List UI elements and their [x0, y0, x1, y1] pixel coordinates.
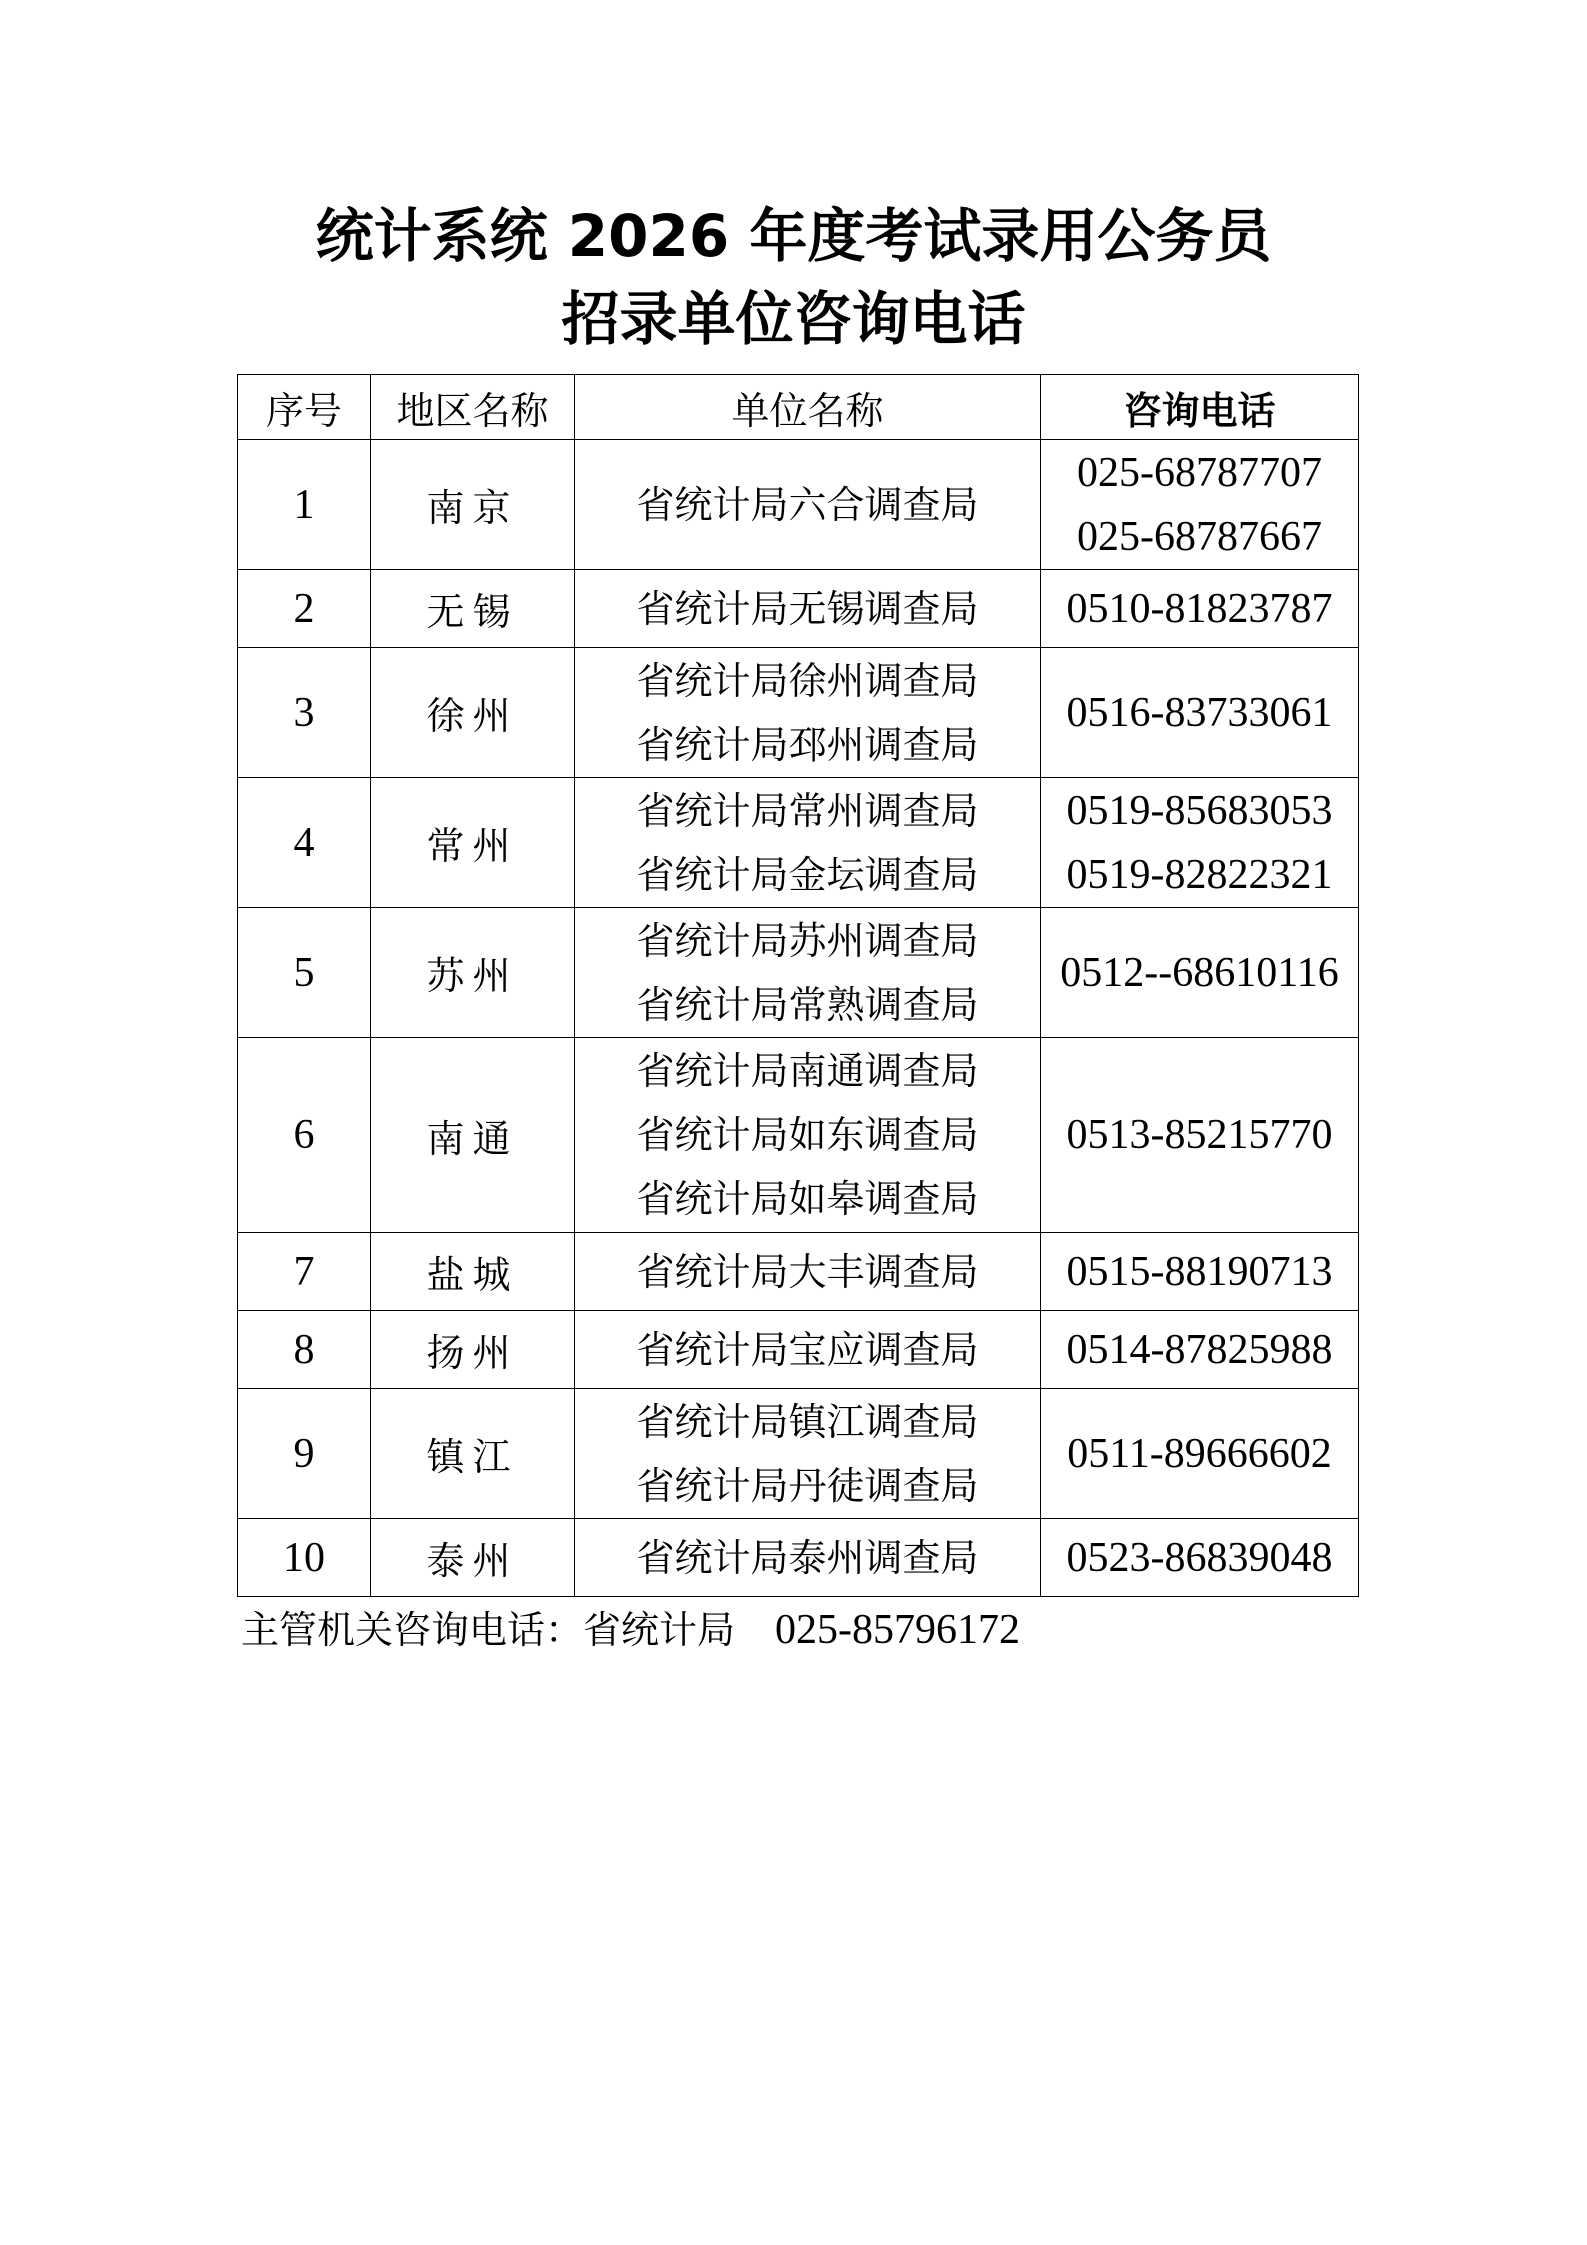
table-row — [238, 1038, 1359, 1233]
table-header-row — [238, 375, 1359, 440]
row-units — [575, 1038, 1041, 1233]
row-index: 5 — [238, 908, 371, 1038]
row-index: 8 — [238, 1311, 371, 1389]
row-units — [575, 1311, 1041, 1389]
phone-number: 025-68787667 — [1077, 513, 1322, 560]
phone-number: 0510-81823787 — [1066, 585, 1333, 632]
unit-name: 省统计局南通调查局 — [636, 1049, 979, 1093]
row-region: 扬州 — [371, 1311, 575, 1389]
row-region: 徐州 — [371, 648, 575, 778]
unit-name: 省统计局镇江调查局 — [636, 1399, 979, 1444]
row-phones — [1041, 1038, 1359, 1233]
row-index: 7 — [238, 1233, 371, 1311]
row-units — [575, 570, 1041, 648]
row-phones — [1041, 778, 1359, 908]
header-phone: 咨询电话 — [1041, 375, 1359, 440]
unit-name: 省统计局大丰调查局 — [636, 1249, 979, 1294]
unit-name: 省统计局宝应调查局 — [636, 1327, 979, 1372]
row-region: 南京 — [371, 440, 575, 570]
table-row — [238, 440, 1359, 570]
phone-number: 0513-85215770 — [1066, 1112, 1333, 1158]
row-phones — [1041, 908, 1359, 1038]
unit-name: 省统计局苏州调查局 — [636, 918, 979, 963]
footer-note — [241, 1600, 1020, 1660]
phone-number: 0511-89666602 — [1067, 1430, 1332, 1477]
row-index: 10 — [238, 1519, 371, 1597]
contacts-table — [237, 374, 1359, 1597]
phone-number: 0515-88190713 — [1066, 1248, 1333, 1295]
table-row — [238, 1311, 1359, 1389]
row-units — [575, 440, 1041, 570]
unit-name: 省统计局泰州调查局 — [636, 1535, 979, 1580]
footer-phone: 025-85796172 — [775, 1607, 1021, 1653]
phone-number: 0523-86839048 — [1066, 1534, 1333, 1581]
unit-name: 省统计局六合调查局 — [636, 482, 979, 527]
row-phones — [1041, 1311, 1359, 1389]
unit-name: 省统计局常州调查局 — [636, 788, 979, 833]
unit-name: 省统计局如皋调查局 — [636, 1177, 979, 1221]
row-region: 南通 — [371, 1038, 575, 1233]
row-index: 6 — [238, 1038, 371, 1233]
row-phones — [1041, 440, 1359, 570]
unit-name: 省统计局丹徒调查局 — [636, 1463, 979, 1508]
row-index: 9 — [238, 1389, 371, 1519]
row-index: 2 — [238, 570, 371, 648]
row-region: 苏州 — [371, 908, 575, 1038]
phone-number: 0519-82822321 — [1066, 851, 1333, 898]
table-row — [238, 1389, 1359, 1519]
row-region: 常州 — [371, 778, 575, 908]
table-row — [238, 570, 1359, 648]
row-index: 4 — [238, 778, 371, 908]
row-units — [575, 778, 1041, 908]
phone-number: 0514-87825988 — [1066, 1326, 1333, 1373]
row-index: 3 — [238, 648, 371, 778]
table-row — [238, 1233, 1359, 1311]
row-phones — [1041, 648, 1359, 778]
phone-number: 0516-83733061 — [1066, 689, 1333, 736]
table-row — [238, 1519, 1359, 1597]
footer-label: 主管机关咨询电话：省统计局 — [241, 1608, 736, 1652]
title-line-1: 统计系统 2026 年度考试录用公务员 — [315, 202, 1272, 270]
phone-number: 0519-85683053 — [1066, 787, 1333, 834]
row-region: 盐城 — [371, 1233, 575, 1311]
row-units — [575, 1519, 1041, 1597]
header-unit: 单位名称 — [575, 375, 1041, 440]
unit-name: 省统计局邳州调查局 — [636, 722, 979, 767]
document-title — [0, 195, 1587, 361]
table-body — [238, 440, 1359, 1597]
unit-name: 省统计局金坛调查局 — [636, 852, 979, 897]
row-phones — [1041, 570, 1359, 648]
row-index: 1 — [238, 440, 371, 570]
row-units — [575, 908, 1041, 1038]
unit-name: 省统计局如东调查局 — [636, 1113, 979, 1157]
table-row — [238, 908, 1359, 1038]
header-index: 序号 — [238, 375, 371, 440]
phone-number: 0512--68610116 — [1060, 949, 1339, 996]
row-phones — [1041, 1519, 1359, 1597]
unit-name: 省统计局常熟调查局 — [636, 982, 979, 1027]
header-region: 地区名称 — [371, 375, 575, 440]
row-region: 镇江 — [371, 1389, 575, 1519]
unit-name: 省统计局徐州调查局 — [636, 658, 979, 703]
row-phones — [1041, 1233, 1359, 1311]
unit-name: 省统计局无锡调查局 — [636, 586, 979, 631]
row-units — [575, 648, 1041, 778]
row-region: 泰州 — [371, 1519, 575, 1597]
row-region: 无锡 — [371, 570, 575, 648]
table-row — [238, 648, 1359, 778]
phone-number: 025-68787707 — [1077, 449, 1322, 496]
row-units — [575, 1233, 1041, 1311]
title-line-2: 招录单位咨询电话 — [561, 285, 1026, 353]
row-units — [575, 1389, 1041, 1519]
row-phones — [1041, 1389, 1359, 1519]
table-row — [238, 778, 1359, 908]
